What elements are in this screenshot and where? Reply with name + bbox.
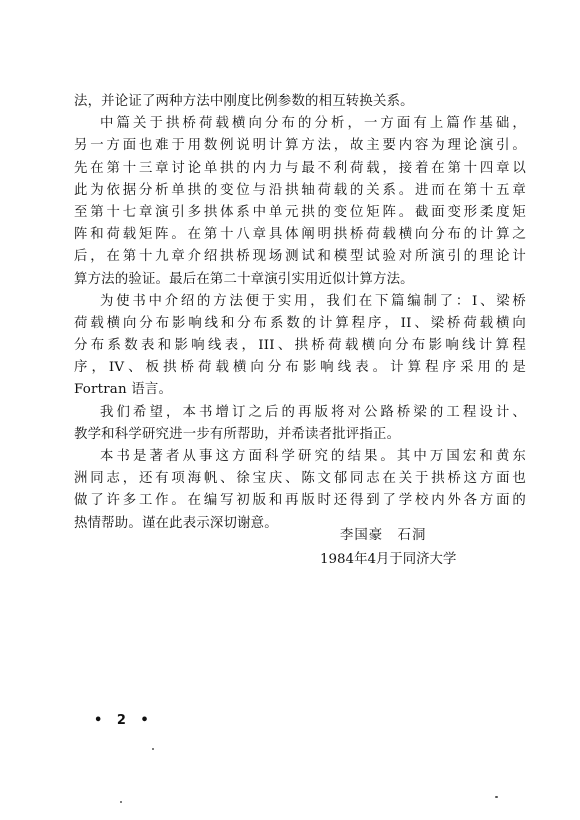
scan-speck <box>152 748 154 750</box>
text-line: 中篇关于拱桥荷载横向分布的分析，一方面有上篇作基础， <box>100 116 526 132</box>
text-line: 热情帮助。谨在此表示深切谢意。 <box>74 515 278 531</box>
signature-block <box>320 524 530 572</box>
text-line: 我们希望，本书增订之后的再版将对公路桥梁的工程设计、 <box>100 404 526 420</box>
text-line: 分布系数表和影响线表，III、拱桥荷载横向分布影响线计算程 <box>74 338 526 354</box>
scan-speck <box>495 796 498 798</box>
page-number: • 2 • <box>94 713 154 728</box>
text-line: 做了许多工作。在编写初版和再版时还得到了学校内外各方面的 <box>74 493 526 509</box>
text-line: 本书是著者从事这方面科学研究的结果。其中万国宏和黄东 <box>100 449 526 464</box>
text-line: 荷载横向分布影响线和分布系数的计算程序，II、梁桥荷载横向 <box>74 315 526 331</box>
text-line: 至第十七章演引多拱体系中单元拱的变位矩阵。截面变形柔度矩 <box>74 204 526 220</box>
text-line: 教学和科学研究进一步有所帮助，并希读者批评指正。 <box>74 426 401 442</box>
text-line: 阵和荷载矩阵。在第十八章具体阐明拱桥荷载横向分布的计算之 <box>74 227 526 243</box>
author-names: 李国豪 石洞 <box>340 528 427 543</box>
text-line: 算方法的验证。最后在第二十章演引实用近似计算方法。 <box>74 271 414 287</box>
text-line: Fortran 语言。 <box>74 382 173 398</box>
text-line: 序，IV、板拱桥荷载横向分布影响线表。计算程序采用的是 <box>74 360 526 376</box>
text-line: 洲同志，还有项海帆、徐宝庆、陈文郁同志在关于拱桥这方面也 <box>74 471 526 487</box>
text-line: 后，在第十九章介绍拱桥现场测试和模型试验对所演引的理论计 <box>74 249 526 265</box>
text-line: 另一方面也难于用数例说明计算方法，故主要内容为理论演引。 <box>74 138 526 154</box>
signature-date: 1984年4月于同济大学 <box>320 552 457 567</box>
body-text <box>74 91 526 535</box>
scan-speck <box>120 801 122 803</box>
text-line: 先在第十三章讨论单拱的内力与最不利荷载，接着在第十四章以 <box>74 160 526 176</box>
text-line: 此为依据分析单拱的变位与沿拱轴荷载的关系。进而在第十五章 <box>74 182 526 198</box>
text-line: 法，并论证了两种方法中刚度比例参数的相互转换关系。 <box>74 94 414 109</box>
text-line: 为使书中介绍的方法便于实用，我们在下篇编制了：I、梁桥 <box>100 293 526 309</box>
